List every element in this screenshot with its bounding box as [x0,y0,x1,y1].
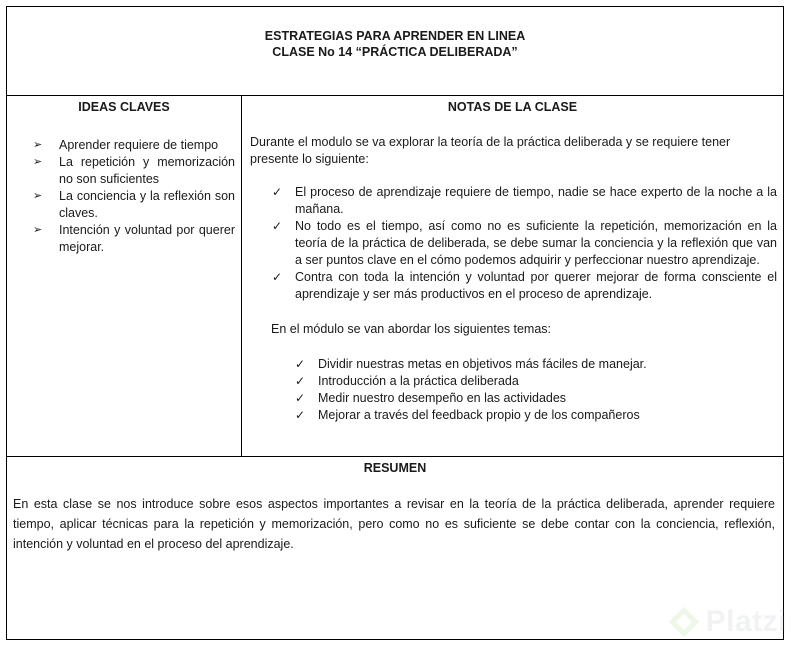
document-header [6,6,784,96]
arrow-bullet-icon: ➢ [33,156,43,168]
notes-table [6,95,784,457]
title-line-1: ESTRATEGIAS PARA APRENDER EN LINEA [264,29,526,43]
list-item: ➢ Intención y voluntad por querer mejorar. [33,223,235,254]
key-ideas-title: IDEAS CLAVES [78,100,170,114]
list-item: ➢ La conciencia y la reflexión son claves. [33,189,235,220]
arrow-bullet-icon: ➢ [33,224,43,236]
list-item: ✓ Medir nuestro desempeño en las actividades [295,391,567,405]
title-line-2: CLASE No 14 “PRÁCTICA DELIBERADA” [272,45,518,59]
summary-title: RESUMEN [363,461,427,475]
check-icon: ✓ [272,185,283,199]
class-notes-column [242,96,783,456]
check-icon: ✓ [272,270,283,284]
document-title [7,28,783,60]
check-icon: ✓ [272,219,283,233]
list-item: ✓ Introducción a la práctica deliberada [295,374,519,388]
platzi-logo-icon [666,604,702,640]
list-item: ✓ El proceso de aprendizaje requiere de tiempo, nadie se hace experto de la noche a la mañana. [272,185,777,216]
check-icon: ✓ [295,391,306,405]
list-item: ✓ Dividir nuestras metas en objetivos más fáciles de manejar. [295,357,647,371]
topics-list [295,356,783,424]
platzi-watermark [666,604,787,640]
watermark-text: Platzi [705,605,787,638]
list-item: ✓ No todo es el tiempo, así como no es suficiente la repetición, memorización en la teoría de la práctica de deliberada, se debe sumar la conciencia y la reflexión que van a ser puntos clave en el cómo podemos adquirir y perfeccionar nuestro aprendizaje. [272,219,777,267]
section-divider [6,456,784,457]
list-item: ➢ Aprender requiere de tiempo [33,138,219,152]
check-icon: ✓ [295,408,306,422]
arrow-bullet-icon: ➢ [33,190,43,202]
check-icon: ✓ [295,357,306,371]
class-notes-list [272,184,777,303]
key-ideas-column [7,96,242,456]
check-icon: ✓ [295,374,306,388]
list-item: ✓ Contra con toda la intención y voluntad por querer mejorar de forma consciente el aprendizaje y ser más productivos en el proceso de aprendizaje. [272,270,777,301]
list-item: ✓ Mejorar a través del feedback propio y de los compañeros [295,408,640,422]
summary-text: En esta clase se nos introduce sobre esos aspectos importantes a revisar en la teoría de la práctica deliberada, aprender requiere tiempo, aplicar técnicas para la repetición y memorización, pero como no es suficiente se debe contar con la conciencia, reflexión, intención y voluntad en el proceso del aprendizaje. [13,497,775,551]
list-item: ➢ La repetición y memorización no son suficientes [33,155,235,186]
arrow-bullet-icon: ➢ [33,139,43,151]
key-ideas-list [7,137,241,256]
topics-intro: En el módulo se van abordar los siguientes temas: [271,322,552,336]
class-notes-title: NOTAS DE LA CLASE [447,100,578,114]
class-notes-intro: Durante el modulo se va explorar la teoría de la práctica deliberada y se requiere tener presente lo siguiente: [250,135,731,166]
